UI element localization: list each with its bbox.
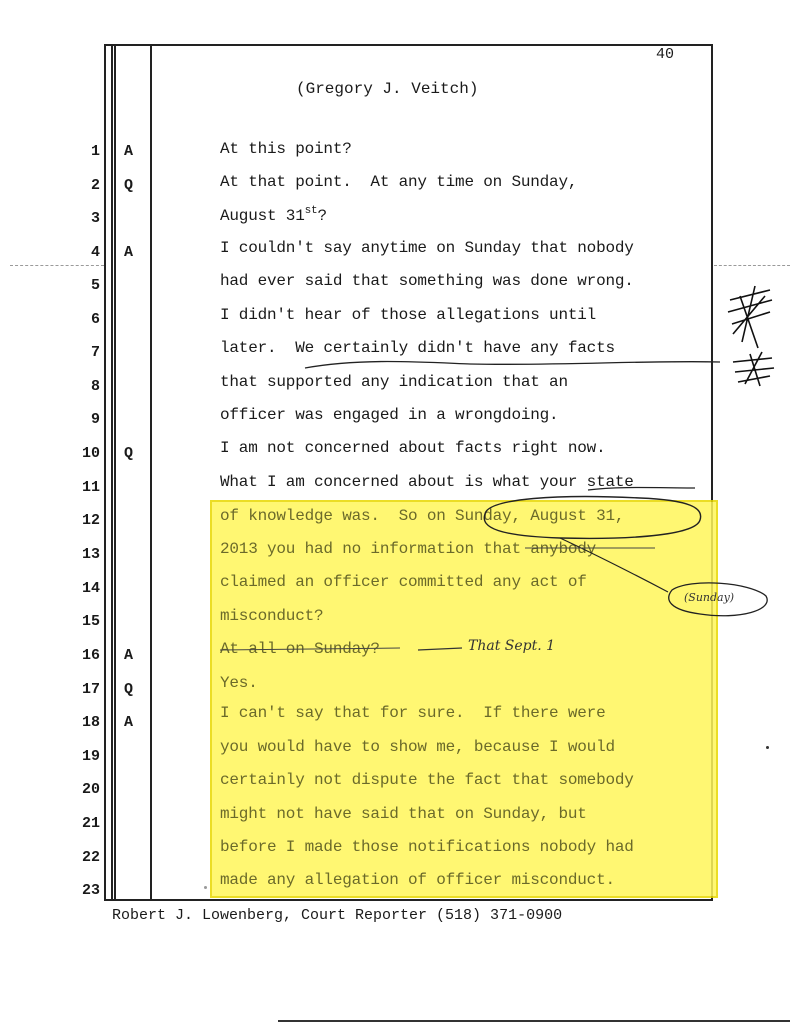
line-number: 15 [81, 613, 100, 630]
transcript-line: At that point. At any time on Sunday, [220, 173, 578, 191]
transcript-line: I couldn't say anytime on Sunday that nobody [220, 239, 634, 257]
speaker-label: A [124, 244, 134, 261]
line-number: 18 [81, 714, 100, 731]
line-number: 7 [90, 344, 100, 361]
speaker-label: Q [124, 445, 134, 462]
transcript-line: officer was engaged in a wrongdoing. [220, 406, 559, 424]
ordinal-suffix: st [304, 205, 318, 217]
handwritten-margin-note: (Sunday) [684, 591, 735, 604]
transcript-line: At this point? [220, 140, 352, 158]
transcript-line: I am not concerned about facts right now. [220, 439, 606, 457]
ink-underline [305, 362, 720, 369]
transcript-line: misconduct? [220, 607, 324, 625]
transcript-line: certainly not dispute the fact that somebody [220, 771, 634, 789]
line-punct: ? [317, 207, 327, 225]
transcript-line: you would have to show me, because I would [220, 738, 615, 756]
speaker-label: A [124, 647, 134, 664]
line-number: 3 [90, 210, 100, 227]
transcript-line: claimed an officer committed any act of [220, 573, 587, 591]
line-number: 1 [90, 143, 100, 160]
transcript-line: 2013 you had no information that anybody [220, 540, 597, 558]
line-number: 13 [81, 546, 100, 563]
transcript-line: had ever said that something was done wrong. [220, 272, 634, 290]
scan-speck [766, 746, 769, 749]
line-number: 22 [81, 849, 100, 866]
scan-speck [204, 886, 207, 889]
line-number: 10 [81, 445, 100, 462]
transcript-line: I can't say that for sure. If there were [220, 704, 606, 722]
court-reporter-footer: Robert J. Lowenberg, Court Reporter (518) 371-0900 [112, 907, 563, 924]
bottom-edge-line [278, 1020, 790, 1022]
transcript-line: I didn't hear of those allegations until [220, 306, 597, 324]
line-number: 23 [81, 882, 100, 899]
page-number: 40 [656, 46, 675, 63]
transcript-line: later. We certainly didn't have any facts [220, 339, 615, 357]
line-number: 6 [90, 311, 100, 328]
ink-circle [484, 497, 700, 539]
line-number: 11 [81, 479, 100, 496]
transcript-line: At all on Sunday? [220, 640, 380, 658]
line-number: 8 [90, 378, 100, 395]
line-number: 20 [81, 781, 100, 798]
transcript-line: before I made those notifications nobody had [220, 838, 634, 856]
line-number: 14 [81, 580, 100, 597]
speaker-label: Q [124, 681, 134, 698]
transcript-line: What I am concerned about is what your state [220, 473, 634, 491]
speaker-label: Q [124, 177, 134, 194]
ink-strike [220, 648, 400, 650]
speaker-label: A [124, 143, 134, 160]
line-number: 19 [81, 748, 100, 765]
handwritten-note: That Sept. 1 [468, 638, 556, 654]
line-number: 4 [90, 244, 100, 261]
line-number: 2 [90, 177, 100, 194]
ink-arrow [560, 538, 668, 592]
transcript-line: made any allegation of officer misconduct. [220, 871, 615, 889]
transcript-line: might not have said that on Sunday, but [220, 805, 587, 823]
line-number: 21 [81, 815, 100, 832]
transcript-line: of knowledge was. So on Sunday, August 31, [220, 507, 625, 525]
line-number: 16 [81, 647, 100, 664]
line-text: August 31 [220, 207, 305, 225]
margin-scribble [728, 286, 774, 386]
line-number: 9 [90, 411, 100, 428]
ink-dash [418, 648, 462, 650]
line-number: 17 [81, 681, 100, 698]
transcript-line: that supported any indication that an [220, 373, 568, 391]
line-number: 5 [90, 277, 100, 294]
witness-header: (Gregory J. Veitch) [296, 80, 479, 98]
ink-underline [588, 488, 695, 491]
speaker-label: A [124, 714, 134, 731]
line-number: 12 [81, 512, 100, 529]
transcript-line: Yes. [220, 674, 258, 692]
